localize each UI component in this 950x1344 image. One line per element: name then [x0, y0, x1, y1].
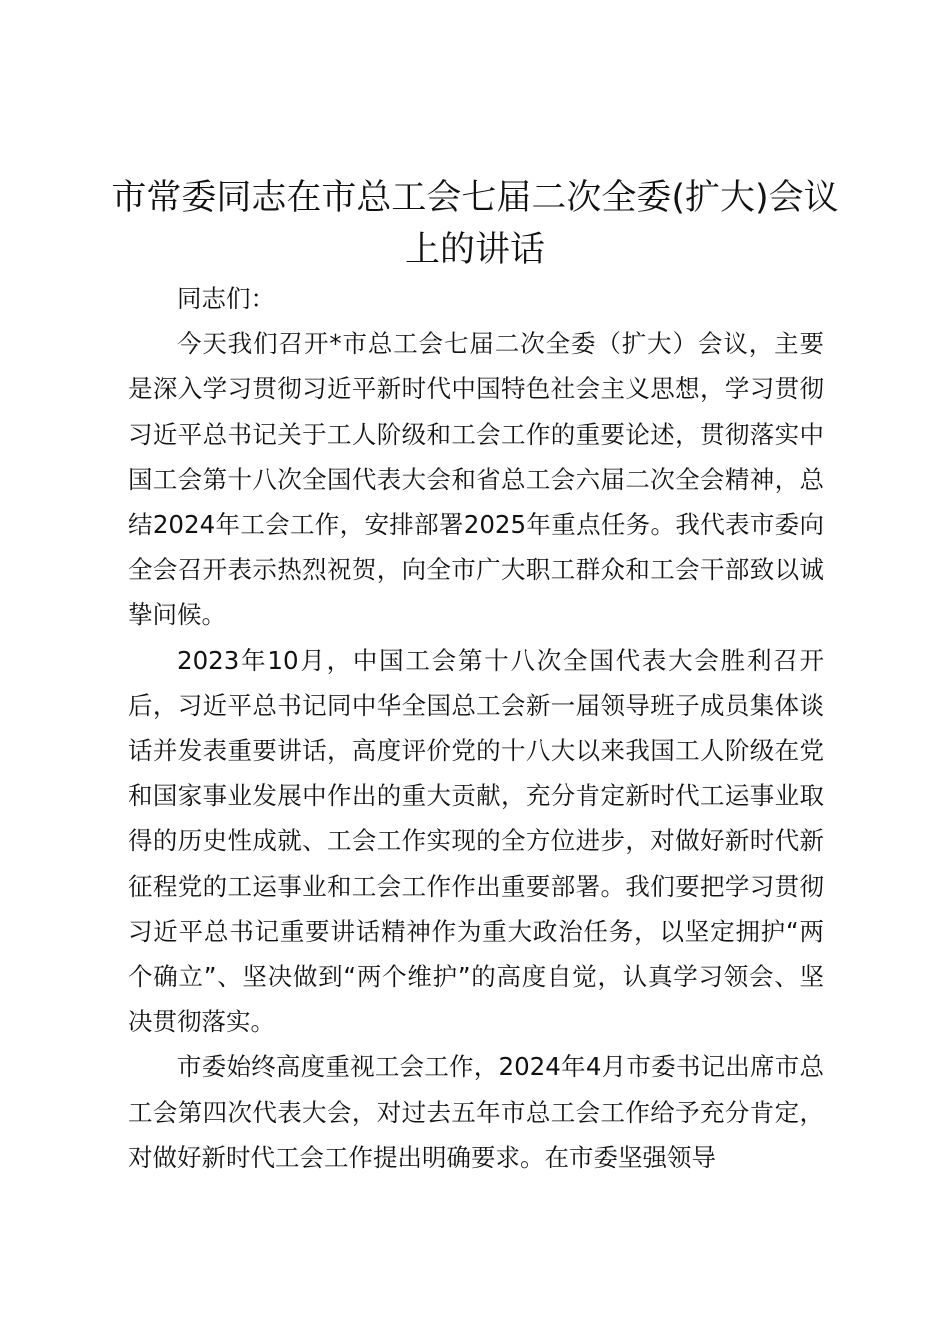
paragraph-2: 2023年10月，中国工会第十八次全国代表大会胜利召开后，习近平总书记同中华全国总工会新一届领导班子成员集体谈话并发表重要讲话，高度评价党的十八大以来我国工人阶级在党和国家事业发展中作出的重大贡献，充分肯定新时代工运事业取得的历史性成就、工会工作实现的全方位进步，对做好新时代新征程党的工运事业和工会工作作出重要部署。我们要把学习贯彻习近平总书记重要讲话精神作为重大政治任务，以坚定拥护“两个确立”、坚决做到“两个维护”的高度自觉，认真学习领会、坚决贯彻落实。	[128, 645, 824, 1037]
document-body	[128, 276, 824, 1180]
salutation: 同志们：	[177, 284, 275, 313]
paragraph-3: 市委始终高度重视工会工作，2024年4月市委书记出席市总工会第四次代表大会，对过去五年市总工会工作给予充分肯定，对做好新时代工会工作提出明确要求。在市委坚强领导	[128, 1052, 824, 1172]
document-title: 市常委同志在市总工会七届二次全委(扩大)会议上的讲话	[111, 178, 839, 270]
paragraph-1: 今天我们召开*市总工会七届二次全委（扩大）会议，主要是深入学习贯彻习近平新时代中国特色社会主义思想，学习贯彻习近平总书记关于工人阶级和工会工作的重要论述，贯彻落实中国工会第十八次全国代表大会和省总工会六届二次全会精神，总结2024年工会工作，安排部署2025年重点任务。我代表市委向全会召开表示热烈祝贺，向全市广大职工群众和工会干部致以诚挚问候。	[128, 329, 824, 630]
